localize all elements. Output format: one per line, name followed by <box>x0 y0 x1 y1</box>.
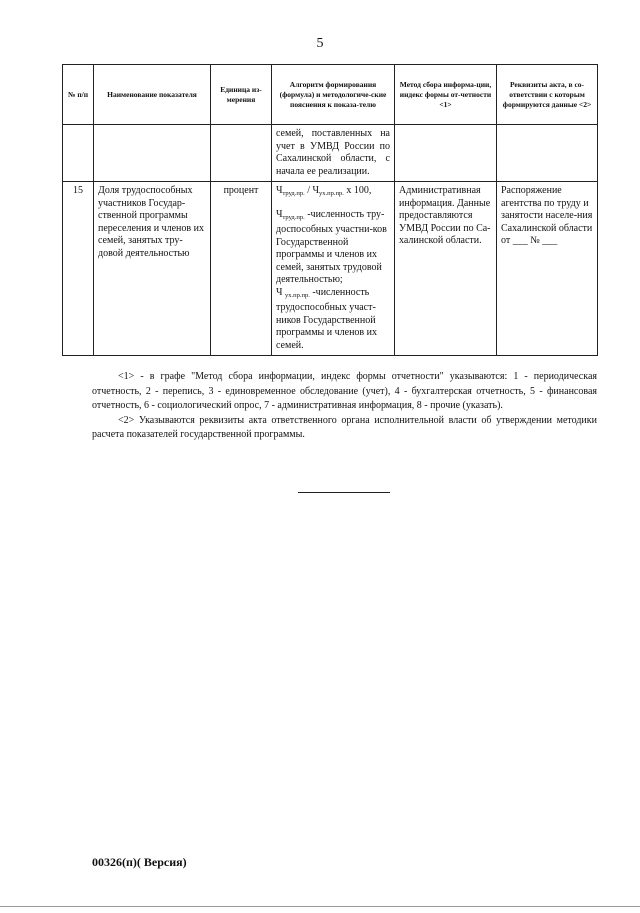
footnotes <box>92 370 597 443</box>
cell-unit-15: процент <box>211 182 272 356</box>
cell-requisites <box>497 125 598 182</box>
header-name: Наименование показателя <box>94 65 211 125</box>
footnote-2: <2> Указываются реквизиты акта ответственного органа исполнительной власти об утверждении методики расчета показателей государственной программы. <box>92 414 597 440</box>
header-requisites: Реквизиты акта, в со-ответствии с которым формируются данные <2> <box>497 65 598 125</box>
table-row-continuation <box>63 125 598 182</box>
page-number: 5 <box>316 36 324 51</box>
cell-num <box>63 125 94 182</box>
header-algorithm: Алгоритм формирования (формула) и методологиче-ские пояснения к показа-телю <box>272 65 395 125</box>
cell-algorithm-continuation: семей, поставленных на учет в УМВД России по Сахалинской области, с начала ее реализации. <box>272 125 395 182</box>
cell-algorithm-15 <box>272 182 395 356</box>
cell-requisites-15: Распоряжение агентства по труду и занятости населе-ния Сахалинской области от ___ № ___ <box>497 182 598 356</box>
cell-method-15: Административная информация. Данные предоставляются УМВД России по Са-халинской области. <box>395 182 497 356</box>
cell-name-15: Доля трудоспособных участников Государ-ственной программы переселения и членов их семей, занятых тру-довой деятельностью <box>94 182 211 356</box>
header-unit: Единица из-мерения <box>211 65 272 125</box>
footer-code: 00326(п)( Версия) <box>92 855 187 869</box>
end-divider <box>298 492 390 493</box>
table-row-15 <box>63 182 598 356</box>
bottom-edge-line <box>0 906 640 907</box>
cell-method <box>395 125 497 182</box>
indicators-table <box>62 64 598 356</box>
definition-total: Ч $_{ух.пр.пр.}$ -численность трудоспособных участ-ников Государственной программы и членов их семей. <box>276 286 378 351</box>
formula: $Ч_{труд.пр.} / Ч_{ух.пр.пр.}$ х 100, <box>276 185 372 197</box>
footnote-1: <1> - в графе "Метод сбора информации, индекс формы отчетности" указываются: 1 - периодическая отчетность, 2 - перепись, 3 - единовременное обследование (учет), 4 - бухгалтерская отчетность, 5 - финансовая отчетность, 6 - социологический опрос, 7 - административная информация, 8 - прочие (указать). <box>92 371 597 411</box>
table-header-row <box>63 65 598 125</box>
cell-name <box>94 125 211 182</box>
cell-num-15: 15 <box>63 182 94 356</box>
header-method: Метод сбора информа-ции, индекс формы от-четности <1> <box>395 65 497 125</box>
definition-employed: $Ч_{труд.пр.}$ -численность тру-доспособных участни-ков Государственной программы и членов их семей, занятых трудовой деятельностью; <box>276 208 387 285</box>
header-num: № п/п <box>63 65 94 125</box>
cell-unit <box>211 125 272 182</box>
